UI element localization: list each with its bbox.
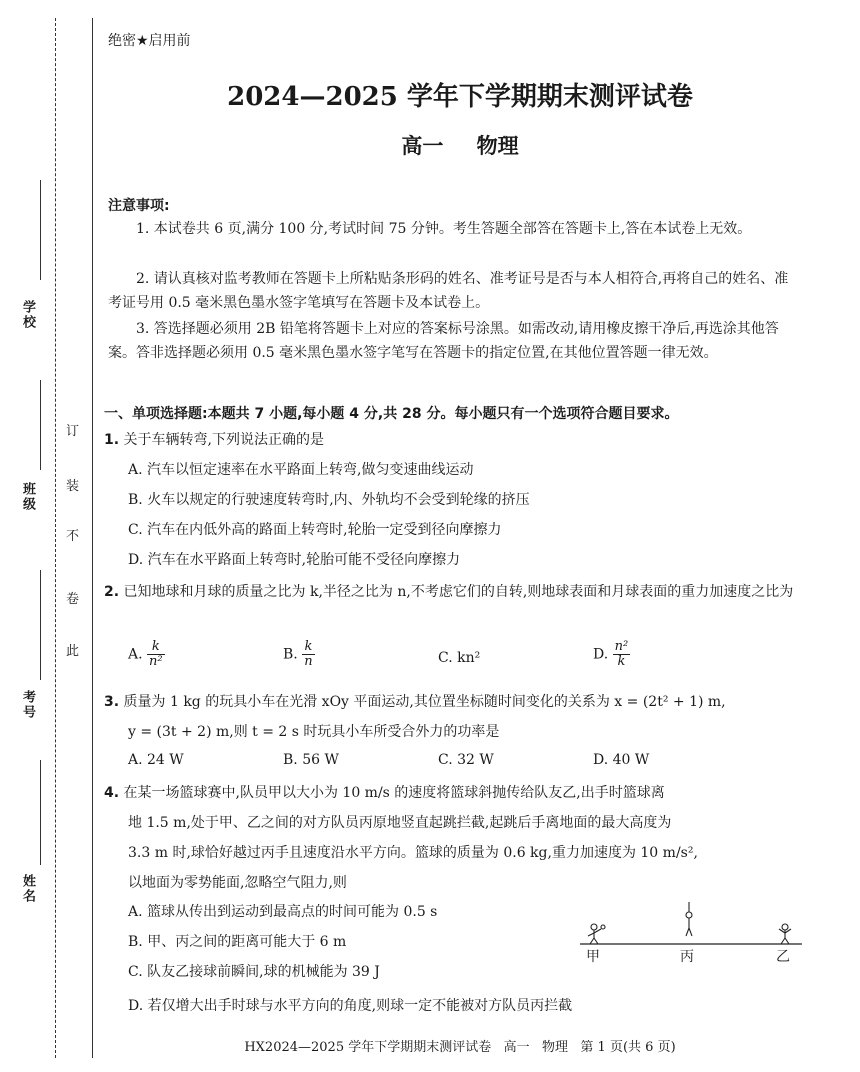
question-2 [104, 580, 804, 604]
page-footer: HX2024—2025 学年下学期期末测评试卷 高一 物理 第 1 页(共 6 页) [244, 1040, 676, 1055]
option: A. 篮球从传出到运动到最高点的时间可能为 0.5 s [128, 904, 438, 920]
option-label: A. [128, 646, 143, 663]
fraction [147, 640, 165, 669]
school-field-line [40, 180, 42, 280]
option-d [593, 640, 630, 669]
player-bing-icon [686, 902, 692, 936]
question-4 [104, 781, 804, 805]
page-title: 2024—2025 学年下学期期末测评试卷 [227, 82, 693, 112]
option: D. 若仅增大出手时球与水平方向的角度,则球一定不能被对方队员丙拦截 [128, 998, 573, 1014]
question-4-line: 以地面为零势能面,忽略空气阻力,则 [128, 875, 347, 891]
question-stem: 关于车辆转弯,下列说法正确的是 [123, 432, 324, 448]
label-bing: 丙 [680, 949, 694, 965]
notice-item: 2. 请认真核对监考教师在答题卡上所粘贴条形码的姓名、准考证号是否与本人相符合,再将自己的姓名、准考证号用 0.5 毫米黑色墨水签字笔填写在答题卡及本试卷上。 [108, 271, 789, 311]
option: A. 汽车以恒定速率在水平路面上转弯,做匀变速曲线运动 [128, 462, 474, 478]
option-label: D. [593, 646, 609, 663]
label-jia: 甲 [586, 949, 600, 965]
option: C. 队友乙接球前瞬间,球的机械能为 39 J [128, 964, 380, 980]
class-field-line [40, 380, 42, 470]
seal-char: 订 [66, 424, 80, 439]
question-stem: 在某一场篮球赛中,队员甲以大小为 10 m/s 的速度将篮球斜抛传给队友乙,出手时篮球离 [123, 785, 665, 801]
question-1 [104, 428, 804, 452]
option-a [128, 640, 165, 669]
fraction [302, 640, 314, 669]
option-b [283, 640, 315, 669]
fraction [613, 640, 631, 669]
question-4-line: 3.3 m 时,球恰好越过丙手且速度沿水平方向。篮球的质量为 0.6 kg,重力加速度为 10 m/s², [128, 845, 698, 861]
denominator: k [617, 654, 626, 669]
question-4-line: 地 1.5 m,处于甲、乙之间的对方队员丙原地竖直起跳拦截,起跳后手离地面的最大高度为 [128, 815, 672, 831]
school-label: 学校 [20, 300, 35, 330]
class-label: 班级 [20, 482, 35, 512]
player-jia-icon [588, 924, 605, 944]
denominator: n² [149, 654, 163, 669]
option-c: C. kn² [438, 650, 481, 666]
player-yi-icon [779, 924, 791, 944]
seal-char: 不 [66, 529, 80, 544]
option: A. 24 W [128, 752, 184, 768]
notice-heading: 注意事项: [108, 198, 170, 214]
binding-line-solid [92, 18, 93, 1058]
numerator: k [302, 640, 314, 655]
option: C. 32 W [438, 752, 494, 768]
option: D. 汽车在水平路面上转弯时,轮胎可能不受径向摩擦力 [128, 552, 461, 568]
seal-char: 卷 [66, 592, 80, 607]
cut-line-dashed [55, 18, 56, 1058]
numerator: k [147, 640, 165, 655]
question-number: 1. [104, 432, 120, 448]
numerator: n² [614, 639, 629, 654]
question-stem: 已知地球和月球的质量之比为 k,半径之比为 n,不考虑它们的自转,则地球表面和月球表面的重力加速度之比为 [123, 584, 794, 600]
exam-no-field-line [40, 570, 42, 680]
option: B. 56 W [283, 752, 339, 768]
question-number: 3. [104, 694, 120, 710]
question-number: 4. [104, 785, 120, 801]
section-heading: 一、单项选择题:本题共 7 小题,每小题 4 分,共 28 分。每小题只有一个选项符合题目要求。 [104, 406, 679, 422]
question-stem: 质量为 1 kg 的玩具小车在光滑 xOy 平面运动,其位置坐标随时间变化的关系为 x = (2t² + 1) m, [123, 694, 726, 710]
option: B. 甲、丙之间的距离可能大于 6 m [128, 934, 347, 950]
label-yi: 乙 [776, 949, 790, 965]
option: D. 40 W [593, 752, 650, 768]
notice-item: 3. 答选择题必须用 2B 铅笔将答题卡上对应的答案标号涂黑。如需改动,请用橡皮擦干净后,再选涂其他答案。答非选择题必须用 0.5 毫米黑色墨水签字笔写在答题卡的指定位置,在其他位置答题一律无效。 [108, 321, 779, 361]
question-number: 2. [104, 584, 120, 600]
subject-title: 高一 物理 [401, 134, 519, 158]
name-field-line [40, 760, 42, 865]
denominator: n [304, 654, 313, 669]
option-label: B. [283, 646, 298, 663]
option: B. 火车以规定的行驶速度转弯时,内、外轨均不会受到轮缘的挤压 [128, 492, 530, 508]
question-3-line2: y = (3t + 2) m,则 t = 2 s 时玩具小车所受合外力的功率是 [128, 724, 500, 740]
notice-item: 1. 本试卷共 6 页,满分 100 分,考试时间 75 分钟。考生答题全部答在答题卡上,答在本试卷上无效。 [136, 221, 752, 237]
question-3 [104, 690, 804, 714]
seal-char: 此 [66, 644, 80, 659]
confidential-mark: 绝密★启用前 [108, 33, 191, 49]
exam-no-label: 考号 [20, 690, 35, 720]
option: C. 汽车在内低外高的路面上转弯时,轮胎一定受到径向摩擦力 [128, 522, 502, 538]
name-label: 姓名 [20, 874, 35, 904]
seal-char: 装 [66, 479, 80, 494]
